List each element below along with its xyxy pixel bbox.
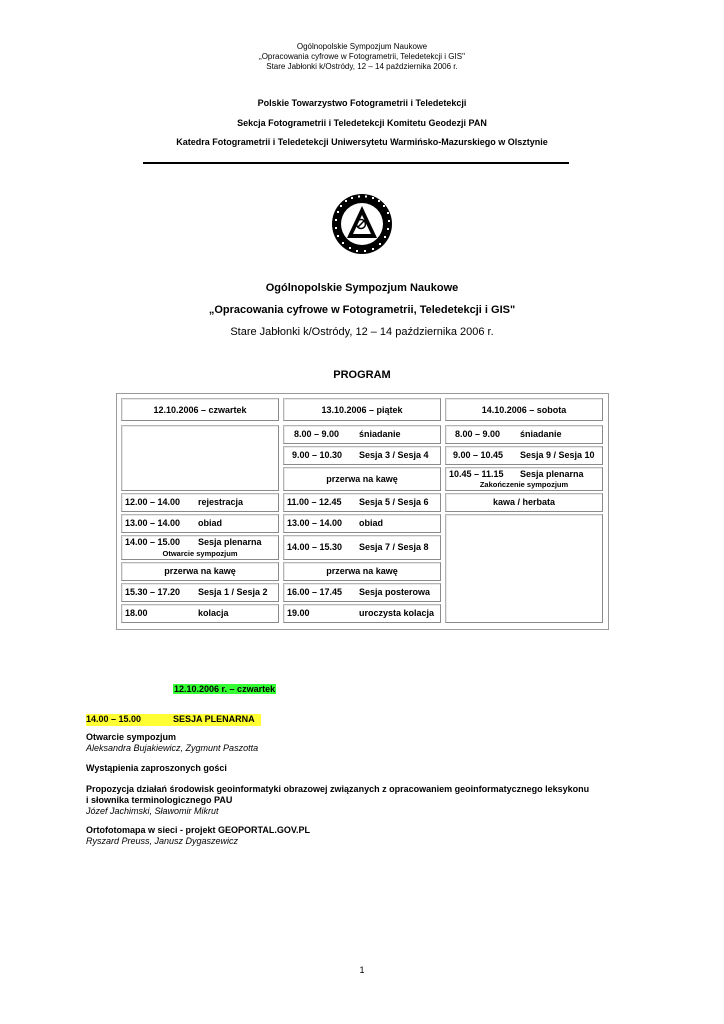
item-proposal-title-line2: i słownika terminologicznego PAU (86, 795, 233, 805)
day-header-thursday: 12.10.2006 – czwartek (121, 398, 279, 421)
item-geoportal-authors: Ryszard Preuss, Janusz Dygaszewicz (86, 836, 239, 846)
friday-poster-session: 16.00 – 17.45 Sesja posterowa (283, 583, 441, 602)
page-number: 1 (359, 965, 365, 975)
session-time: 14.00 – 15.00 (86, 714, 142, 724)
thursday-plenary-session: 14.00 – 15.00 Sesja plenarna Otwarcie sympozjum (121, 535, 279, 560)
thursday-dinner: 18.00 kolacja (121, 604, 279, 623)
schedule-table (116, 393, 609, 630)
friday-session-5-6: 11.00 – 12.45 Sesja 5 / Sesja 6 (283, 493, 441, 512)
running-header-line2: „Opracowania cyfrowe w Fotogrametrii, Teledetekcji i GIS" (259, 52, 465, 61)
saturday-coffee-tea: kawa / herbata (445, 493, 603, 512)
friday-session-7-8: 14.00 – 15.30 Sesja 7 / Sesja 8 (283, 535, 441, 560)
thursday-lunch: 13.00 – 14.00 obiad (121, 514, 279, 533)
thursday-empty-morning (121, 425, 279, 491)
friday-coffee-break-1: przerwa na kawę (283, 467, 441, 491)
saturday-empty-afternoon (445, 514, 603, 623)
friday-session-3-4: 9.00 – 10.30 Sesja 3 / Sesja 4 (283, 446, 441, 465)
society-logo-icon (331, 193, 393, 255)
thursday-coffee-break: przerwa na kawę (121, 562, 279, 581)
header-divider (143, 162, 569, 164)
session-name: SESJA PLENARNA (173, 714, 255, 724)
day-header-saturday: 14.10.2006 – sobota (445, 398, 603, 421)
item-opening-title: Otwarcie sympozjum (86, 732, 177, 742)
saturday-session-9-10: 9.00 – 10.45 Sesja 9 / Sesja 10 (445, 446, 603, 465)
program-heading: PROGRAM (333, 369, 391, 381)
item-proposal-authors: Józef Jachimski, Sławomir Mikrut (86, 806, 219, 816)
organizer-pan: Sekcja Fotogrametrii i Teledetekcji Komitetu Geodezji PAN (237, 118, 487, 128)
friday-gala-dinner: 19.00 uroczysta kolacja (283, 604, 441, 623)
saturday-plenary-session: 10.45 – 11.15 Sesja plenarna Zakończenie sympozjum (445, 467, 603, 491)
friday-coffee-break-2: przerwa na kawę (283, 562, 441, 581)
friday-breakfast: 8.00 – 9.00 śniadanie (283, 425, 441, 444)
thursday-registration: 12.00 – 14.00 rejestracja (121, 493, 279, 512)
item-guests-title: Wystąpienia zaproszonych gości (86, 763, 227, 773)
item-proposal-title-line1: Propozycja działań środowisk geoinformatyki obrazowej związanych z opracowaniem geoinformatycznego leksykonu (86, 784, 590, 794)
running-header-line3: Stare Jabłonki k/Ostródy, 12 – 14 października 2006 r. (266, 62, 458, 71)
item-opening-authors: Aleksandra Bujakiewicz, Zygmunt Paszotta (86, 743, 259, 753)
day-header-friday: 13.10.2006 – piątek (283, 398, 441, 421)
thursday-session-1-2: 15.30 – 17.20 Sesja 1 / Sesja 2 (121, 583, 279, 602)
session-highlight (86, 714, 261, 726)
symposium-title: „Opracowania cyfrowe w Fotogrametrii, Teledetekcji i GIS" (208, 304, 516, 316)
running-header-line1: Ogólnopolskie Sympozjum Naukowe (296, 42, 428, 51)
detail-day-heading: 12.10.2006 r. – czwartek (174, 684, 276, 694)
saturday-breakfast: 8.00 – 9.00 śniadanie (445, 425, 603, 444)
symposium-name: Ogólnopolskie Sympozjum Naukowe (265, 282, 459, 294)
item-geoportal-title: Ortofotomapa w sieci - projekt GEOPORTAL.GOV.PL (86, 825, 311, 835)
organizer-ptfit: Polskie Towarzystwo Fotogrametrii i Teledetekcji (257, 98, 467, 108)
symposium-place-date: Stare Jabłonki k/Ostródy, 12 – 14 października 2006 r. (230, 326, 494, 338)
organizer-uwm: Katedra Fotogrametrii i Teledetekcji Uniwersytetu Warmińsko-Mazurskiego w Olsztynie (176, 137, 548, 147)
friday-lunch: 13.00 – 14.00 obiad (283, 514, 441, 533)
